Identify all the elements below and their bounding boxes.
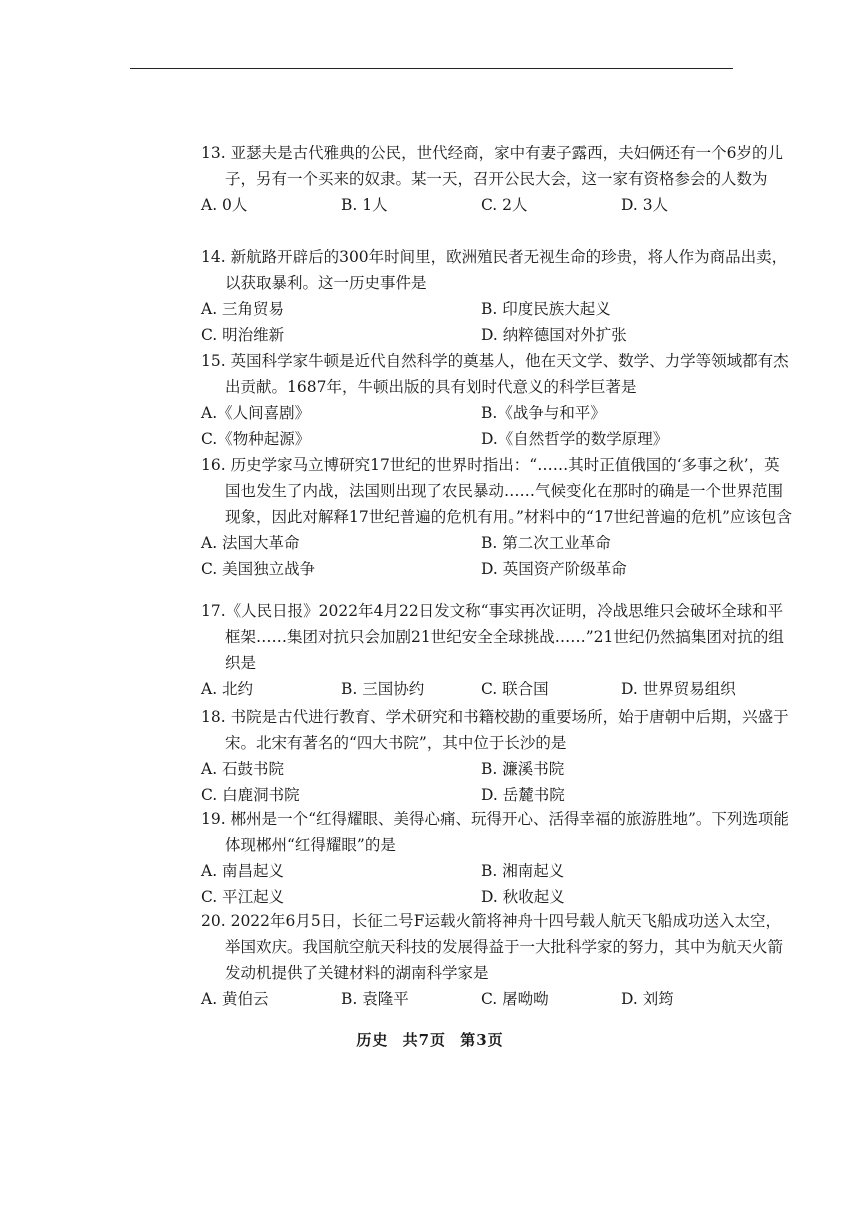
footer-total-pages: 共7页 — [402, 1031, 446, 1049]
question-15 — [201, 348, 793, 452]
question-18 — [201, 704, 793, 808]
option-d[interactable]: D. 刘筠 — [621, 990, 674, 1008]
question-13 — [201, 140, 793, 218]
option-a[interactable]: A. 石鼓书院 — [201, 760, 285, 778]
options-row — [201, 400, 793, 426]
option-d[interactable]: D. 3人 — [621, 196, 669, 214]
page-footer — [0, 1029, 860, 1050]
question-stem: 20. 2022年6月5日，长征二号F运载火箭将神舟十四号载人航天飞船成功送入太空，举国欢庆。我国航空航天科技的发展得益于一大批科学家的努力，其中为航天火箭发动机提供了关键材料的湖南科学家是 — [201, 912, 784, 982]
option-a[interactable]: A. 法国大革命 — [201, 534, 300, 552]
options-row — [201, 556, 793, 582]
options-row — [201, 192, 793, 218]
option-a[interactable]: A. 三角贸易 — [201, 300, 285, 318]
question-16 — [201, 452, 793, 582]
question-stem: 19. 郴州是一个“红得耀眼、美得心痛、玩得开心、活得幸福的旅游胜地”。下列选项能体现郴州“红得耀眼”的是 — [201, 810, 789, 854]
option-a[interactable]: A. 南昌起义 — [201, 862, 285, 880]
options-row — [201, 676, 793, 702]
option-b[interactable]: B. 第二次工业革命 — [481, 534, 611, 552]
question-stem: 16. 历史学家马立博研究17世纪的世界时指出：“……其时正值俄国的‘多事之秋’，英国也发生了内战，法国则出现了农民暴动……气候变化在那时的确是一个世界范围现象，因此对解释17世纪普遍的危机有用。”材料中的“17世纪普遍的危机”应该包含 — [201, 456, 792, 526]
option-c[interactable]: C. 平江起义 — [201, 888, 285, 906]
question-17 — [201, 598, 793, 702]
option-a[interactable]: A. 黄伯云 — [201, 990, 269, 1008]
option-d[interactable]: D. 岳麓书院 — [481, 786, 565, 804]
option-a[interactable]: A.《人间喜剧》 — [201, 404, 311, 422]
options-row — [201, 296, 793, 322]
option-d[interactable]: D. 世界贸易组织 — [621, 680, 736, 698]
option-a[interactable]: A. 北约 — [201, 680, 254, 698]
footer-current-page: 第3页 — [460, 1031, 504, 1049]
option-c[interactable]: C. 白鹿洞书院 — [201, 786, 300, 804]
option-d[interactable]: D. 英国资产阶级革命 — [481, 560, 627, 578]
options-row — [201, 782, 793, 808]
option-b[interactable]: B. 濂溪书院 — [481, 760, 565, 778]
option-b[interactable]: B. 印度民族大起义 — [481, 300, 611, 318]
options-row — [201, 530, 793, 556]
question-stem: 15. 英国科学家牛顿是近代自然科学的奠基人，他在天文学、数学、力学等领域都有杰出贡献。1687年，牛顿出版的具有划时代意义的科学巨著是 — [201, 352, 789, 396]
question-stem: 17.《人民日报》2022年4月22日发文称“事实再次证明，冷战思维只会破坏全球和平框架……集团对抗只会加剧21世纪安全全球挑战……”21世纪仍然搞集团对抗的组织是 — [201, 602, 784, 672]
options-row — [201, 756, 793, 782]
question-19 — [201, 806, 793, 910]
option-b[interactable]: B. 湘南起义 — [481, 862, 565, 880]
option-c[interactable]: C. 美国独立战争 — [201, 560, 316, 578]
question-stem: 14. 新航路开辟后的300年时间里，欧洲殖民者无视生命的珍贵，将人作为商品出卖，以获取暴利。这一历史事件是 — [201, 248, 788, 292]
question-stem: 13. 亚瑟夫是古代雅典的公民，世代经商，家中有妻子露西，夫妇俩还有一个6岁的儿子，另有一个买来的奴隶。某一天，召开公民大会，这一家有资格参会的人数为 — [201, 144, 783, 188]
header-rule — [130, 68, 733, 69]
options-row — [201, 858, 793, 884]
question-stem: 18. 书院是古代进行教育、学术研究和书籍校勘的重要场所，始于唐朝中后期，兴盛于宋。北宋有著名的“四大书院”，其中位于长沙的是 — [201, 708, 789, 752]
option-d[interactable]: D.《自然哲学的数学原理》 — [481, 430, 669, 448]
question-14 — [201, 244, 793, 348]
footer-subject: 历史 — [356, 1031, 389, 1049]
options-row — [201, 884, 793, 910]
question-20 — [201, 908, 793, 1012]
option-c[interactable]: C. 明治维新 — [201, 326, 285, 344]
option-c[interactable]: C. 2人 — [481, 196, 528, 214]
option-b[interactable]: B. 1人 — [341, 196, 388, 214]
option-b[interactable]: B. 三国协约 — [341, 680, 425, 698]
option-c[interactable]: C. 联合国 — [481, 680, 549, 698]
option-a[interactable]: A. 0人 — [201, 196, 248, 214]
option-d[interactable]: D. 秋收起义 — [481, 888, 565, 906]
options-row — [201, 426, 793, 452]
options-row — [201, 986, 793, 1012]
option-b[interactable]: B.《战争与和平》 — [481, 404, 606, 422]
option-c[interactable]: C.《物种起源》 — [201, 430, 311, 448]
option-c[interactable]: C. 屠呦呦 — [481, 990, 549, 1008]
option-b[interactable]: B. 袁隆平 — [341, 990, 409, 1008]
option-d[interactable]: D. 纳粹德国对外扩张 — [481, 326, 627, 344]
options-row — [201, 322, 793, 348]
